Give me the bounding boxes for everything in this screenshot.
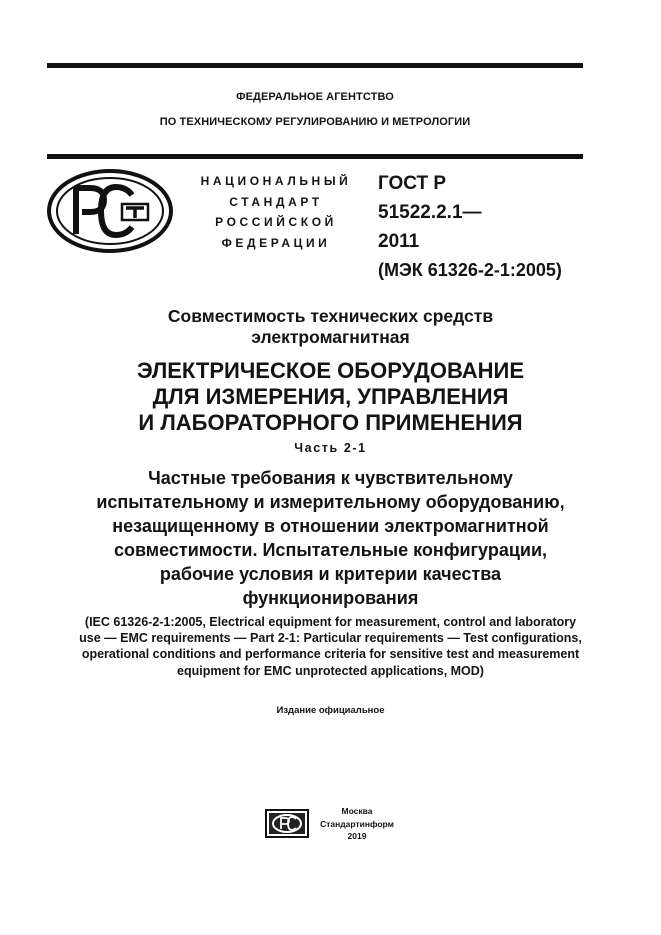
agency-line-2: ПО ТЕХНИЧЕСКОМУ РЕГУЛИРОВАНИЮ И МЕТРОЛОГИИ [159,116,471,128]
part-title-line: совместимости. Испытательные конфигурации, [113,540,548,560]
english-title-line: use — EMC requirements — Part 2-1: Particular requirements — Test configurations, [79,631,582,646]
standard-type-line: РОССИЙСКОЙ [215,215,337,229]
general-title-line: Совместимость технических средств [167,306,494,326]
main-title [20,358,641,436]
standartinform-logo-icon [265,809,309,838]
english-title-line: (IEC 61326-2-1:2005, Electrical equipment for measurement, control and laboratory [84,615,577,629]
main-title-line: И ЛАБОРАТОРНОГО ПРИМЕНЕНИЯ [138,410,523,435]
standard-type-line: ФЕДЕРАЦИИ [221,235,331,250]
standard-type-line: НАЦИОНАЛЬНЫЙ [200,174,352,188]
part-title-line: функционирования [242,588,419,608]
agency-line-1: ФЕДЕРАЛЬНОЕ АГЕНТСТВО [236,91,394,103]
main-title-line: ЭЛЕКТРИЧЕСКОЕ ОБОРУДОВАНИЕ [137,358,524,383]
part-title-line: Частные требования к чувствительному [148,468,513,488]
gost-year: 2011 [378,231,420,252]
publisher-name: Стандартинформ [320,818,394,829]
standard-designation [378,169,598,285]
rst-certification-mark-icon [46,168,174,254]
standard-type [186,171,366,253]
english-title [20,614,641,679]
general-title-line: электромагнитная [251,327,410,347]
part-title [20,466,641,610]
gost-label: ГОСТ Р [378,173,447,194]
iec-reference: (МЭК 61326-2-1:2005) [378,260,562,280]
part-title-line: незащищенному в отношении электромагнитной [112,516,549,536]
part-title-line: рабочие условия и критерии качества [159,564,502,584]
part-title-line: испытательному и измерительному оборудованию, [96,492,565,512]
middle-rule [47,154,583,159]
publisher-year: 2019 [347,831,367,841]
publisher-info [310,805,404,843]
main-title-line: ДЛЯ ИЗМЕРЕНИЯ, УПРАВЛЕНИЯ [152,384,509,409]
part-label: Часть 2-1 [294,441,367,455]
english-title-line: equipment for EMC unprotected applications, MOD) [177,663,484,678]
top-rule [47,63,583,68]
english-title-line: operational conditions and performance criteria for sensitive test and measurement [81,647,580,662]
gost-number: 51522.2.1— [378,202,482,223]
publisher-city: Москва [341,806,373,816]
edition-label: Издание официальное [276,705,385,716]
standard-type-line: СТАНДАРТ [229,194,323,209]
general-title [20,306,641,348]
